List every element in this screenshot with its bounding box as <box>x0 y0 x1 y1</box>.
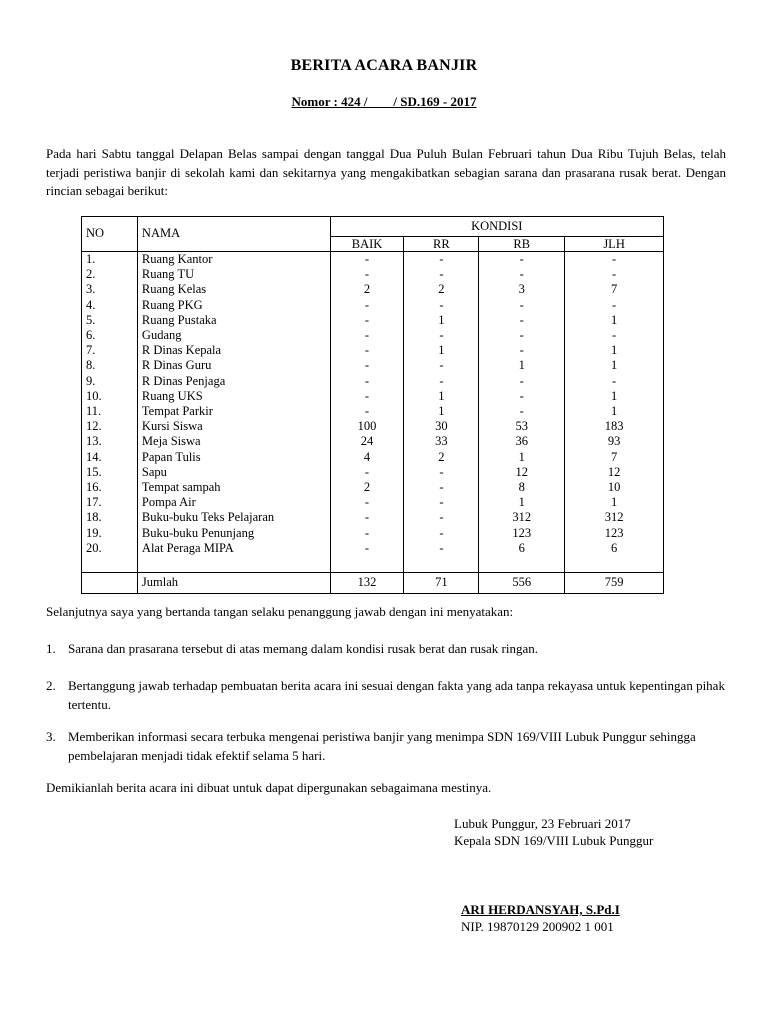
row-rr: 1 <box>404 343 479 358</box>
header-no: NO <box>82 217 138 252</box>
row-rb: 12 <box>479 465 565 480</box>
point-2-number: 2. <box>46 678 56 693</box>
row-rb: - <box>479 328 565 343</box>
row-baik: - <box>330 374 404 389</box>
row-rb: 312 <box>479 510 565 525</box>
table-row <box>82 541 664 556</box>
row-jlh: 6 <box>565 541 664 556</box>
table-row <box>82 374 664 389</box>
table-row <box>82 358 664 373</box>
closing-paragraph: Demikianlah berita acara ini dibuat untuk dapat dipergunakan sebagaimana mestinya. <box>46 780 492 795</box>
row-no: 9. <box>82 374 138 389</box>
row-rr: - <box>404 252 479 268</box>
point-3-text: Memberikan informasi secara terbuka mengenai peristiwa banjir yang menimpa SDN 169/VIII Lubuk Punggur sehingga pembelajaran menjadi tidak efektif selama 5 hari. <box>68 729 696 763</box>
row-no: 14. <box>82 450 138 465</box>
row-no: 19. <box>82 526 138 541</box>
total-no <box>82 573 138 594</box>
row-rr: - <box>404 374 479 389</box>
table-row <box>82 510 664 525</box>
row-no: 7. <box>82 343 138 358</box>
row-rb: 6 <box>479 541 565 556</box>
row-no: 13. <box>82 434 138 449</box>
row-rb: - <box>479 298 565 313</box>
row-rb: 53 <box>479 419 565 434</box>
row-no: 17. <box>82 495 138 510</box>
header-nama: NAMA <box>137 217 330 252</box>
row-rb: 1 <box>479 450 565 465</box>
signature-nip: NIP. 19870129 200902 1 001 <box>461 919 614 934</box>
row-rr: - <box>404 541 479 556</box>
row-no: 1. <box>82 252 138 268</box>
row-rb: 36 <box>479 434 565 449</box>
row-nama: R Dinas Penjaga <box>137 374 330 389</box>
row-rr: - <box>404 328 479 343</box>
row-jlh: 1 <box>565 495 664 510</box>
row-jlh: 10 <box>565 480 664 495</box>
row-no: 10. <box>82 389 138 404</box>
row-jlh: 93 <box>565 434 664 449</box>
row-nama: Ruang PKG <box>137 298 330 313</box>
document-title: BERITA ACARA BANJIR <box>290 57 478 74</box>
total-rr: 71 <box>404 573 479 594</box>
table-row <box>82 252 664 268</box>
table-row <box>82 419 664 434</box>
row-baik: - <box>330 465 404 480</box>
table-row <box>82 282 664 297</box>
row-jlh: - <box>565 298 664 313</box>
row-baik: 100 <box>330 419 404 434</box>
row-no: 2. <box>82 267 138 282</box>
row-jlh: 1 <box>565 358 664 373</box>
row-jlh: 1 <box>565 404 664 419</box>
table-row <box>82 328 664 343</box>
total-label: Jumlah <box>137 573 330 594</box>
row-rr: - <box>404 358 479 373</box>
row-jlh: 1 <box>565 389 664 404</box>
row-rb: 123 <box>479 526 565 541</box>
table-row <box>82 298 664 313</box>
total-jlh: 759 <box>565 573 664 594</box>
row-nama: Pompa Air <box>137 495 330 510</box>
row-no: 6. <box>82 328 138 343</box>
row-baik: 24 <box>330 434 404 449</box>
header-kondisi: KONDISI <box>330 217 663 237</box>
spacer-cell <box>565 556 664 573</box>
row-rr: 2 <box>404 282 479 297</box>
row-nama: Tempat Parkir <box>137 404 330 419</box>
signature-name: ARI HERDANSYAH, S.Pd.I <box>461 902 620 917</box>
row-baik: - <box>330 389 404 404</box>
row-baik: - <box>330 495 404 510</box>
point-2-text: Bertanggung jawab terhadap pembuatan berita acara ini sesuai dengan fakta yang ada tanpa rekayasa untuk kepentingan pihak tertentu. <box>68 678 725 712</box>
row-rb: - <box>479 389 565 404</box>
table-row <box>82 480 664 495</box>
row-rr: - <box>404 465 479 480</box>
subheader-rb: RB <box>479 237 565 252</box>
row-rr: - <box>404 526 479 541</box>
row-nama: Meja Siswa <box>137 434 330 449</box>
signature-place-date: Lubuk Punggur, 23 Februari 2017 <box>454 816 631 831</box>
row-jlh: 1 <box>565 343 664 358</box>
row-baik: - <box>330 404 404 419</box>
row-baik: - <box>330 343 404 358</box>
row-jlh: - <box>565 267 664 282</box>
row-no: 4. <box>82 298 138 313</box>
row-nama: Papan Tulis <box>137 450 330 465</box>
table-spacer-row <box>82 556 664 573</box>
row-rb: - <box>479 252 565 268</box>
row-rr: - <box>404 495 479 510</box>
row-nama: Buku-buku Teks Pelajaran <box>137 510 330 525</box>
table-row <box>82 389 664 404</box>
row-rr: 30 <box>404 419 479 434</box>
row-baik: 4 <box>330 450 404 465</box>
row-no: 18. <box>82 510 138 525</box>
row-jlh: - <box>565 252 664 268</box>
row-baik: - <box>330 526 404 541</box>
table-row <box>82 313 664 328</box>
row-no: 5. <box>82 313 138 328</box>
row-nama: Buku-buku Penunjang <box>137 526 330 541</box>
document-number <box>0 94 768 110</box>
row-jlh: 7 <box>565 282 664 297</box>
row-rr: 1 <box>404 389 479 404</box>
signature-position: Kepala SDN 169/VIII Lubuk Punggur <box>454 833 654 848</box>
row-nama: Ruang UKS <box>137 389 330 404</box>
spacer-cell <box>479 556 565 573</box>
row-nama: Kursi Siswa <box>137 419 330 434</box>
row-rr: 1 <box>404 313 479 328</box>
row-rr: - <box>404 480 479 495</box>
row-rb: 1 <box>479 358 565 373</box>
table-row <box>82 404 664 419</box>
row-nama: Ruang TU <box>137 267 330 282</box>
row-nama: Gudang <box>137 328 330 343</box>
total-rb: 556 <box>479 573 565 594</box>
row-nama: Ruang Kantor <box>137 252 330 268</box>
table-row <box>82 465 664 480</box>
point-3-number: 3. <box>46 729 56 744</box>
row-nama: Tempat sampah <box>137 480 330 495</box>
row-jlh: 12 <box>565 465 664 480</box>
spacer-cell <box>330 556 404 573</box>
document-number-text: Nomor : 424 / / SD.169 - 2017 <box>291 94 477 109</box>
row-baik: - <box>330 252 404 268</box>
row-rr: 2 <box>404 450 479 465</box>
subheader-baik: BAIK <box>330 237 404 252</box>
row-nama: Ruang Kelas <box>137 282 330 297</box>
spacer-cell <box>404 556 479 573</box>
row-no: 11. <box>82 404 138 419</box>
condition-table <box>81 216 664 594</box>
row-jlh: 7 <box>565 450 664 465</box>
row-no: 15. <box>82 465 138 480</box>
row-no: 12. <box>82 419 138 434</box>
row-nama: R Dinas Kepala <box>137 343 330 358</box>
row-rr: - <box>404 510 479 525</box>
row-rb: 1 <box>479 495 565 510</box>
table-row <box>82 267 664 282</box>
row-no: 3. <box>82 282 138 297</box>
total-baik: 132 <box>330 573 404 594</box>
statement-paragraph: Selanjutnya saya yang bertanda tangan selaku penanggung jawab dengan ini menyatakan: <box>46 604 514 619</box>
table-row <box>82 434 664 449</box>
row-rr: - <box>404 298 479 313</box>
table-total-row <box>82 573 664 594</box>
table-row <box>82 526 664 541</box>
spacer-cell <box>82 556 138 573</box>
row-nama: Sapu <box>137 465 330 480</box>
spacer-cell <box>137 556 330 573</box>
row-jlh: - <box>565 374 664 389</box>
row-baik: 2 <box>330 480 404 495</box>
row-jlh: 312 <box>565 510 664 525</box>
row-rr: - <box>404 267 479 282</box>
row-rb: - <box>479 374 565 389</box>
row-no: 20. <box>82 541 138 556</box>
row-jlh: 123 <box>565 526 664 541</box>
row-rb: - <box>479 404 565 419</box>
table-header-row <box>82 217 664 237</box>
row-jlh: 1 <box>565 313 664 328</box>
row-baik: - <box>330 510 404 525</box>
row-baik: - <box>330 267 404 282</box>
table-row <box>82 343 664 358</box>
row-rb: 3 <box>479 282 565 297</box>
row-rb: 8 <box>479 480 565 495</box>
row-no: 16. <box>82 480 138 495</box>
row-nama: Alat Peraga MIPA <box>137 541 330 556</box>
row-baik: - <box>330 328 404 343</box>
row-baik: - <box>330 541 404 556</box>
row-rb: - <box>479 313 565 328</box>
point-1-text: Sarana dan prasarana tersebut di atas memang dalam kondisi rusak berat dan rusak ringan. <box>68 641 538 656</box>
row-jlh: - <box>565 328 664 343</box>
row-no: 8. <box>82 358 138 373</box>
row-baik: - <box>330 298 404 313</box>
subheader-rr: RR <box>404 237 479 252</box>
row-baik: - <box>330 313 404 328</box>
row-rr: 33 <box>404 434 479 449</box>
subheader-jlh: JLH <box>565 237 664 252</box>
row-rb: - <box>479 267 565 282</box>
row-rr: 1 <box>404 404 479 419</box>
table-row <box>82 495 664 510</box>
row-nama: R Dinas Guru <box>137 358 330 373</box>
row-rb: - <box>479 343 565 358</box>
row-baik: - <box>330 358 404 373</box>
row-baik: 2 <box>330 282 404 297</box>
point-1-number: 1. <box>46 641 56 656</box>
row-jlh: 183 <box>565 419 664 434</box>
intro-paragraph: Pada hari Sabtu tanggal Delapan Belas sampai dengan tanggal Dua Puluh Bulan Februari tahun Dua Ribu Tujuh Belas, telah terjadi peristiwa banjir di sekolah kami dan sekitarnya yang mengakibatkan sebagian sarana dan prasarana rusak berat. Dengan rincian sebagai berikut: <box>46 146 726 198</box>
table-row <box>82 450 664 465</box>
row-nama: Ruang Pustaka <box>137 313 330 328</box>
